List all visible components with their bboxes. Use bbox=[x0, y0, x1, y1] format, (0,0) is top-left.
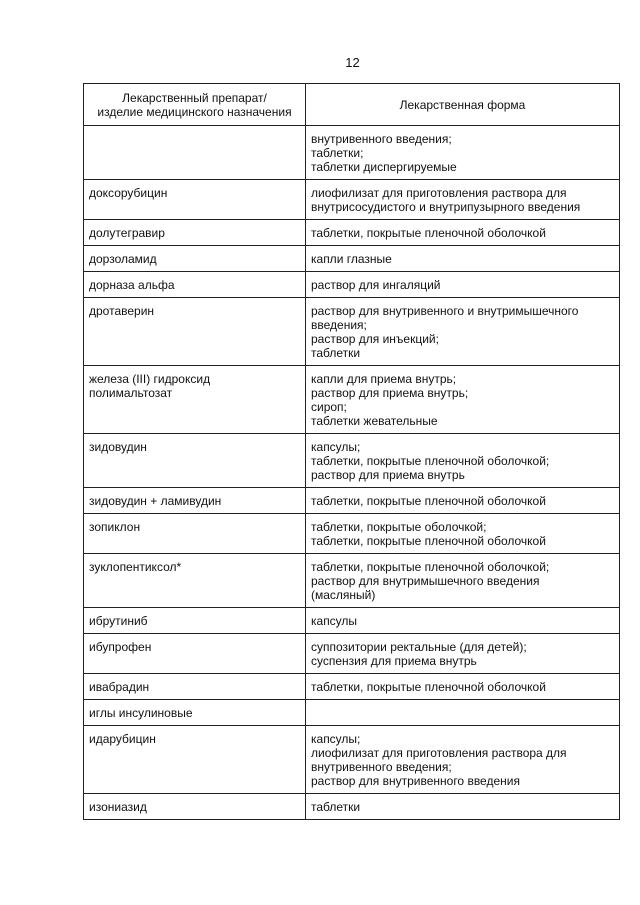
drug-name-line: железа (III) гидроксид bbox=[89, 372, 211, 386]
drug-name-cell bbox=[84, 608, 306, 634]
dosage-form-line: внутривенного введения; bbox=[311, 760, 452, 774]
table-row bbox=[84, 726, 620, 794]
dosage-form-cell bbox=[306, 700, 620, 726]
dosage-form-line: раствор для инъекций; bbox=[311, 332, 439, 346]
table-row bbox=[84, 700, 620, 726]
drug-name-line: ибрутиниб bbox=[89, 614, 148, 628]
dosage-form-line: (масляный) bbox=[311, 588, 376, 602]
dosage-form-cell bbox=[306, 726, 620, 794]
dosage-form-line: лиофилизат для приготовления раствора для bbox=[311, 746, 567, 760]
dosage-form-cell bbox=[306, 554, 620, 608]
drug-name-line: идарубицин bbox=[89, 732, 156, 746]
dosage-form-line: капсулы bbox=[311, 614, 358, 628]
dosage-form-line: таблетки bbox=[311, 346, 361, 360]
dosage-form-line: суспензия для приема внутрь bbox=[311, 654, 477, 668]
dosage-form-line: капсулы; bbox=[311, 732, 361, 746]
drug-name-line: зопиклон bbox=[89, 520, 141, 534]
header-drug-name bbox=[84, 84, 306, 126]
drug-table bbox=[83, 83, 620, 820]
dosage-form-line: сироп; bbox=[311, 400, 347, 414]
dosage-form-line: суппозитории ректальные (для детей); bbox=[311, 640, 527, 654]
dosage-form-cell bbox=[306, 126, 620, 180]
drug-name-cell bbox=[84, 126, 306, 180]
drug-name-line: дорзоламид bbox=[89, 252, 157, 266]
drug-name-line: дротаверин bbox=[89, 304, 155, 318]
dosage-form-cell bbox=[306, 180, 620, 220]
drug-name-cell bbox=[84, 434, 306, 488]
drug-name-cell bbox=[84, 726, 306, 794]
dosage-form-line: раствор для внутривенного введения bbox=[311, 774, 520, 788]
dosage-form-line: таблетки, покрытые пленочной оболочкой bbox=[311, 494, 546, 508]
drug-name-line: зидовудин bbox=[89, 440, 147, 454]
dosage-form-line: капли глазные bbox=[311, 252, 392, 266]
drug-name-cell bbox=[84, 488, 306, 514]
drug-name-cell bbox=[84, 700, 306, 726]
table-row bbox=[84, 554, 620, 608]
drug-name-line: доксорубицин bbox=[89, 186, 168, 200]
dosage-form-cell bbox=[306, 674, 620, 700]
dosage-form-line: таблетки, покрытые пленочной оболочкой; bbox=[311, 454, 550, 468]
table-row bbox=[84, 488, 620, 514]
table-row bbox=[84, 220, 620, 246]
dosage-form-line: таблетки жевательные bbox=[311, 414, 438, 428]
drug-name-cell bbox=[84, 634, 306, 674]
table-row bbox=[84, 272, 620, 298]
table-row bbox=[84, 674, 620, 700]
dosage-form-line: раствор для ингаляций bbox=[311, 278, 441, 292]
drug-name-cell bbox=[84, 180, 306, 220]
dosage-form-cell bbox=[306, 220, 620, 246]
table-header bbox=[84, 84, 620, 126]
header-drug-name-line: Лекарственный препарат/ bbox=[122, 91, 267, 105]
drug-name-cell bbox=[84, 220, 306, 246]
drug-name-line: дорназа альфа bbox=[89, 278, 175, 292]
dosage-form-cell bbox=[306, 794, 620, 820]
header-dosage-form-line: Лекарственная форма bbox=[399, 98, 526, 112]
drug-name-cell bbox=[84, 272, 306, 298]
dosage-form-line: капсулы; bbox=[311, 440, 361, 454]
table-body bbox=[84, 126, 620, 820]
table-row bbox=[84, 514, 620, 554]
table-row bbox=[84, 634, 620, 674]
dosage-form-cell bbox=[306, 272, 620, 298]
dosage-form-line: таблетки bbox=[311, 800, 361, 814]
dosage-form-line: таблетки, покрытые пленочной оболочкой bbox=[311, 680, 546, 694]
drug-name-line bbox=[89, 132, 299, 146]
dosage-form-cell bbox=[306, 434, 620, 488]
table-row bbox=[84, 180, 620, 220]
dosage-form-line: раствор для приема внутрь bbox=[311, 468, 465, 482]
drug-name-line: изониазид bbox=[89, 800, 147, 814]
page-number: 12 bbox=[345, 55, 360, 70]
dosage-form-cell bbox=[306, 634, 620, 674]
dosage-form-cell bbox=[306, 366, 620, 434]
drug-name-cell bbox=[84, 794, 306, 820]
header-drug-name-line: изделие медицинского назначения bbox=[97, 105, 292, 119]
table-row bbox=[84, 126, 620, 180]
drug-name-line: ибупрофен bbox=[89, 640, 152, 654]
dosage-form-line: таблетки, покрытые оболочкой; bbox=[311, 520, 487, 534]
table-row bbox=[84, 608, 620, 634]
drug-name-cell bbox=[84, 514, 306, 554]
drug-name-cell bbox=[84, 674, 306, 700]
dosage-form-cell bbox=[306, 298, 620, 366]
dosage-form-line: таблетки, покрытые пленочной оболочкой; bbox=[311, 560, 550, 574]
table-row bbox=[84, 366, 620, 434]
dosage-form-line bbox=[311, 706, 613, 720]
dosage-form-line: лиофилизат для приготовления раствора для bbox=[311, 186, 567, 200]
dosage-form-line: капли для приема внутрь; bbox=[311, 372, 457, 386]
dosage-form-line: внутривенного введения; bbox=[311, 132, 452, 146]
drug-name-cell bbox=[84, 246, 306, 272]
dosage-form-line: таблетки, покрытые пленочной оболочкой bbox=[311, 226, 546, 240]
dosage-form-line: таблетки, покрытые пленочной оболочкой bbox=[311, 534, 546, 548]
dosage-form-line: раствор для внутримышечного введения bbox=[311, 574, 540, 588]
dosage-form-cell bbox=[306, 608, 620, 634]
drug-name-line: иглы инсулиновые bbox=[89, 706, 193, 720]
dosage-form-line: раствор для приема внутрь; bbox=[311, 386, 469, 400]
drug-name-line: зидовудин + ламивудин bbox=[89, 494, 222, 508]
drug-name-line: долутегравир bbox=[89, 226, 165, 240]
header-row bbox=[84, 84, 620, 126]
drug-name-line: полимальтозат bbox=[89, 386, 173, 400]
drug-name-line: зуклопентиксол* bbox=[89, 560, 182, 574]
dosage-form-cell bbox=[306, 488, 620, 514]
dosage-form-line: введения; bbox=[311, 318, 367, 332]
dosage-form-line: таблетки диспергируемые bbox=[311, 160, 457, 174]
dosage-form-cell bbox=[306, 246, 620, 272]
table-row bbox=[84, 246, 620, 272]
drug-name-cell bbox=[84, 366, 306, 434]
drug-name-cell bbox=[84, 298, 306, 366]
table-row bbox=[84, 434, 620, 488]
dosage-form-line: внутрисосудистого и внутрипузырного введения bbox=[311, 200, 581, 214]
dosage-form-line: таблетки; bbox=[311, 146, 364, 160]
drug-name-line: ивабрадин bbox=[89, 680, 150, 694]
dosage-form-line: раствор для внутривенного и внутримышечного bbox=[311, 304, 579, 318]
header-dosage-form bbox=[306, 84, 620, 126]
table-row bbox=[84, 298, 620, 366]
drug-name-cell bbox=[84, 554, 306, 608]
dosage-form-cell bbox=[306, 514, 620, 554]
table-row bbox=[84, 794, 620, 820]
